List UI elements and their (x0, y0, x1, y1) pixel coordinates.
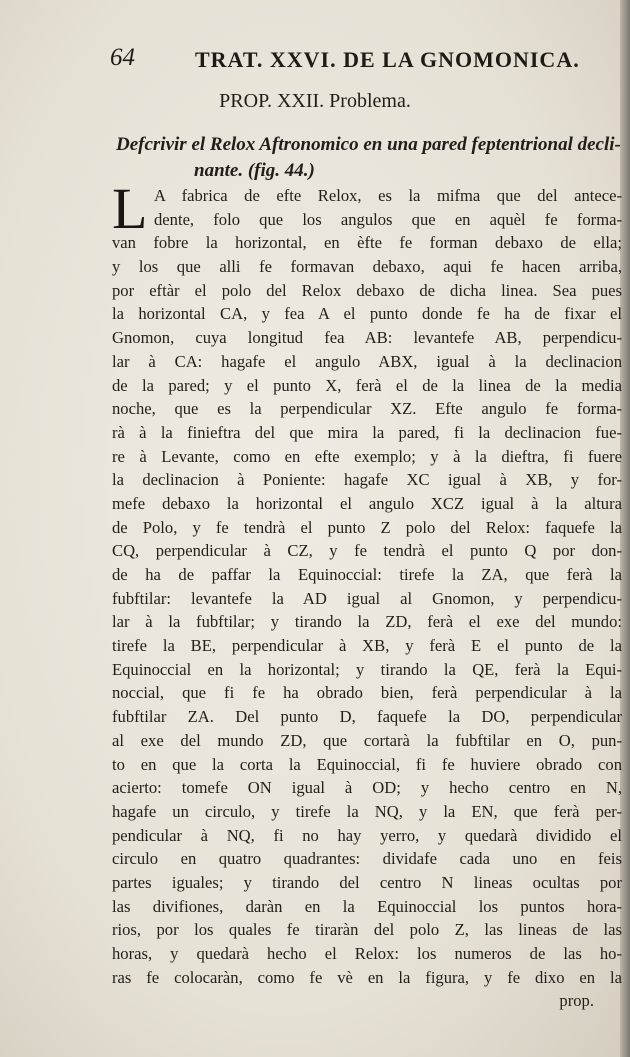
text-line: re à Levante, como en efte exemplo; y à la dieftra, fi fuere (112, 446, 622, 466)
running-head: TRAT. XXVI. DE LA GNOMONICA. (195, 47, 580, 72)
text-line: de la pared; y el punto X, ferà el de la linea de la media (112, 375, 622, 395)
text-line: de Polo, y fe tendrà el punto Z polo del Relox: faquefe la (112, 517, 622, 537)
text-line: ras fe colocaràn, como fe vè en la figura, y fe dixo en la (112, 967, 622, 987)
catchword-line: prop. (559, 991, 594, 1011)
text-line: fubftilar: levantefe la AD igual al Gnomon, y perpendicu- (112, 588, 622, 608)
text-line: rios, por los quales fe tiraràn del polo Z, las lineas de las (112, 920, 622, 940)
page-header (110, 42, 590, 76)
text-line: partes iguales; y tirando del centro N lineas ocultas por (112, 872, 622, 892)
text-line: pendicular à NQ, fi no hay yerro, y quedarà dividido el (112, 825, 622, 845)
text-line: acierto: tomefe ON igual à OD; y hecho centro en N, (112, 778, 622, 798)
text-line: Gnomon, cuya longitud fea AB: levantefe AB, perpendicu- (112, 328, 622, 348)
text-line: A fabrica de efte Relox, es la mifma que del antece- (154, 186, 622, 205)
proposition-title: PROP. XXII. Problema. (219, 90, 411, 112)
text-line: noccial, que fi fe ha obrado bien, ferà perpendicular à la (112, 683, 622, 703)
text-line: al exe del mundo ZD, que cortarà la fubftilar en O, pun- (112, 730, 622, 750)
text-line: tirefe la BE, perpendicular à XB, y ferà E el punto de la (112, 636, 622, 656)
text-line: noche, que es la perpendicular XZ. Efte angulo fe forma- (112, 399, 622, 419)
text-line: Equinoccial en la horizontal; y tirando la QE, ferà la Equi- (112, 659, 622, 679)
text-line: dente, folo que los angulos que en aquèl fe forma- (154, 209, 622, 229)
text-line: CQ, perpendicular à CZ, y fe tendrà el punto Q por don- (112, 541, 622, 561)
text-line: van fobre la horizontal, en èfte fe forman debaxo de ella; (112, 233, 622, 253)
text-line: lar à la fubftilar; y tirando la ZD, ferà el exe del mundo: (112, 612, 622, 632)
text-line: la declinacion à Poniente: hagafe XC igual à XB, y for- (112, 470, 622, 490)
page-number: 64 (110, 44, 135, 71)
text-line: horas, y quedarà hecho el Relox: los numeros de las ho- (112, 944, 622, 963)
text-line: por eftàr el polo del Relox debaxo de dicha linea. Sea pues (112, 280, 622, 300)
text-line: hagafe un circulo, y tirefe la NQ, y la EN, que ferà per- (112, 801, 622, 821)
text-line: lar à CA: hagafe el angulo ABX, igual à la declinacion (112, 351, 622, 371)
text-line: de ha de paffar la Equinoccial: tirefe la ZA, que ferà la (112, 565, 622, 584)
text-line: to en que la corta la Equinoccial, fi fe huviere obrado con (112, 754, 622, 774)
drop-cap: L (112, 176, 148, 241)
text-line: las divifiones, daràn en la Equinoccial los puntos hora- (112, 896, 622, 916)
text-line: mefe debaxo la horizontal el angulo XCZ igual à la altura (112, 493, 622, 513)
text-line: circulo en quatro quadrantes: dividafe cada uno en feis (112, 849, 622, 869)
subtitle-line-2: nante. (fig. 44.) (194, 160, 315, 181)
text-line: y los que alli fe formavan debaxo, aqui fe hacen arriba, (112, 257, 622, 277)
subtitle-line-1: Defcrivir el Relox Aftronomico en una pared feptentrional decli- (116, 134, 621, 155)
body-text (112, 184, 622, 1013)
text-line: fubftilar ZA. Del punto D, faquefe la DO, perpendicular (112, 707, 622, 727)
text-line: rà à la finieftra del que mira la pared, fi la declinacion fue- (112, 422, 622, 442)
text-line: la horizontal CA, y fea A el punto donde fe ha de fixar el (112, 304, 622, 324)
